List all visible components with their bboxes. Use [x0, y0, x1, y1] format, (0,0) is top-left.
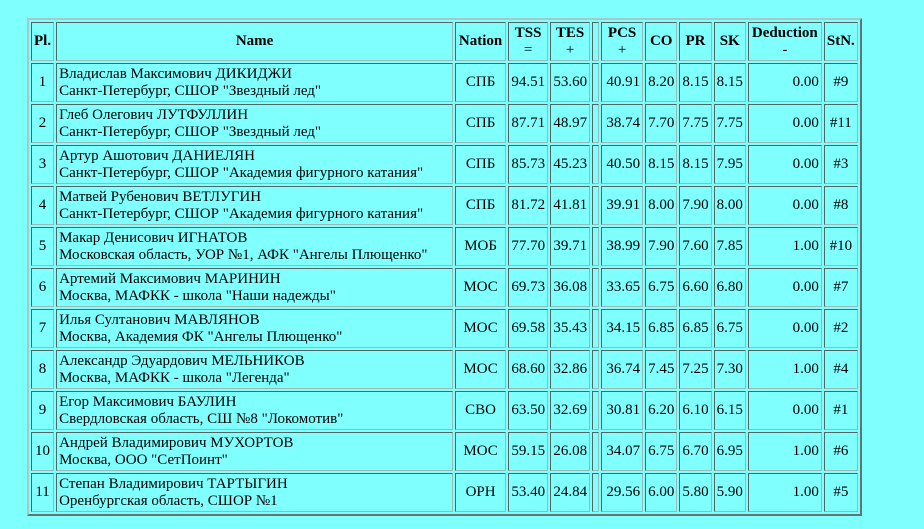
nation-cell: СПБ — [455, 186, 506, 225]
col-deduction-sign: - — [782, 41, 788, 58]
spacer-cell — [592, 186, 599, 225]
col-spacer — [592, 22, 599, 61]
start-number-cell: #9 — [824, 63, 858, 102]
col-deduction — [748, 22, 822, 61]
tss-cell: 77.70 — [508, 227, 548, 266]
pcs-cell: 36.74 — [601, 350, 643, 389]
place-cell: 10 — [31, 432, 54, 471]
pr-cell: 6.10 — [679, 391, 711, 430]
spacer-cell — [592, 473, 599, 512]
spacer-cell — [592, 391, 599, 430]
tss-cell: 87.71 — [508, 104, 548, 143]
co-cell: 6.85 — [645, 309, 677, 348]
skater-name: Матвей Рубенович ВЕТЛУГИН — [59, 188, 262, 205]
skater-club: Оренбургская область, СШОР №1 — [59, 492, 278, 509]
skater-club: Московская область, УОР №1, АФК "Ангелы Плющенко" — [59, 246, 428, 263]
col-tss-label: TSS — [514, 24, 542, 41]
skater-name: Артур Ашотович ДАНИЕЛЯН — [59, 147, 255, 164]
deduction-cell: 0.00 — [748, 268, 822, 307]
sk-cell: 5.90 — [714, 473, 746, 512]
table-row — [31, 186, 858, 225]
pcs-cell: 38.99 — [601, 227, 643, 266]
sk-cell: 6.80 — [714, 268, 746, 307]
skater-cell — [56, 473, 453, 512]
co-cell: 6.00 — [645, 473, 677, 512]
pr-cell: 7.75 — [679, 104, 711, 143]
tes-cell: 32.69 — [550, 391, 590, 430]
tss-cell: 63.50 — [508, 391, 548, 430]
table-row — [31, 391, 858, 430]
deduction-cell: 0.00 — [748, 186, 822, 225]
skater-name: Владислав Максимович ДИКИДЖИ — [59, 65, 292, 82]
tes-cell: 26.08 — [550, 432, 590, 471]
skater-cell — [56, 145, 453, 184]
place-cell: 9 — [31, 391, 54, 430]
skater-name: Степан Владимирович ТАРТЫГИН — [59, 475, 288, 492]
table-row — [31, 309, 858, 348]
pr-cell: 8.15 — [679, 63, 711, 102]
sk-cell: 8.00 — [714, 186, 746, 225]
sk-cell: 8.15 — [714, 63, 746, 102]
pr-cell: 6.85 — [679, 309, 711, 348]
nation-cell: СПБ — [455, 63, 506, 102]
tes-cell: 45.23 — [550, 145, 590, 184]
skater-name: Артемий Максимович МАРИНИН — [59, 270, 281, 287]
co-cell: 6.75 — [645, 432, 677, 471]
deduction-cell: 0.00 — [748, 63, 822, 102]
sk-cell: 7.30 — [714, 350, 746, 389]
nation-cell: СВО — [455, 391, 506, 430]
tss-cell: 85.73 — [508, 145, 548, 184]
place-cell: 4 — [31, 186, 54, 225]
pr-cell: 6.70 — [679, 432, 711, 471]
co-cell: 6.75 — [645, 268, 677, 307]
skater-cell — [56, 186, 453, 225]
deduction-cell: 1.00 — [748, 227, 822, 266]
nation-cell: ОРН — [455, 473, 506, 512]
nation-cell: МОБ — [455, 227, 506, 266]
sk-cell: 6.75 — [714, 309, 746, 348]
deduction-cell: 0.00 — [748, 391, 822, 430]
skater-name: Макар Денисович ИГНАТОВ — [59, 229, 248, 246]
col-tes-sign: + — [565, 41, 575, 58]
pcs-cell: 33.65 — [601, 268, 643, 307]
col-tes — [550, 22, 590, 61]
table-row — [31, 227, 858, 266]
place-cell: 1 — [31, 63, 54, 102]
skater-name: Егор Максимович БАУЛИН — [59, 393, 237, 410]
skater-cell — [56, 391, 453, 430]
co-cell: 6.20 — [645, 391, 677, 430]
col-place: Pl. — [31, 22, 54, 61]
tss-cell: 68.60 — [508, 350, 548, 389]
co-cell: 7.45 — [645, 350, 677, 389]
place-cell: 7 — [31, 309, 54, 348]
col-name: Name — [56, 22, 453, 61]
skater-cell — [56, 268, 453, 307]
place-cell: 2 — [31, 104, 54, 143]
skater-cell — [56, 309, 453, 348]
spacer-cell — [592, 309, 599, 348]
tss-cell: 59.15 — [508, 432, 548, 471]
col-start-number: StN. — [824, 22, 858, 61]
skater-club: Москва, ООО "СетПоинт" — [59, 451, 228, 468]
nation-cell: МОС — [455, 432, 506, 471]
pcs-cell: 40.91 — [601, 63, 643, 102]
co-cell: 7.70 — [645, 104, 677, 143]
start-number-cell: #5 — [824, 473, 858, 512]
deduction-cell: 1.00 — [748, 432, 822, 471]
place-cell: 5 — [31, 227, 54, 266]
table-row — [31, 350, 858, 389]
deduction-cell: 1.00 — [748, 350, 822, 389]
pcs-cell: 34.07 — [601, 432, 643, 471]
place-cell: 6 — [31, 268, 54, 307]
pr-cell: 7.25 — [679, 350, 711, 389]
pcs-cell: 34.15 — [601, 309, 643, 348]
table-row — [31, 63, 858, 102]
tss-cell: 69.73 — [508, 268, 548, 307]
tes-cell: 48.97 — [550, 104, 590, 143]
skater-club: Санкт-Петербург, СШОР "Академия фигурного катания" — [59, 205, 424, 222]
start-number-cell: #3 — [824, 145, 858, 184]
start-number-cell: #11 — [824, 104, 858, 143]
tss-cell: 94.51 — [508, 63, 548, 102]
tes-cell: 24.84 — [550, 473, 590, 512]
skater-cell — [56, 227, 453, 266]
col-pcs — [601, 22, 643, 61]
skater-club: Москва, Академия ФК "Ангелы Плющенко" — [59, 328, 343, 345]
table-row — [31, 104, 858, 143]
nation-cell: МОС — [455, 309, 506, 348]
sk-cell: 6.95 — [714, 432, 746, 471]
place-cell: 8 — [31, 350, 54, 389]
col-deduction-label: Deduction — [751, 24, 818, 41]
spacer-cell — [592, 145, 599, 184]
deduction-cell: 0.00 — [748, 145, 822, 184]
co-cell: 8.15 — [645, 145, 677, 184]
tes-cell: 41.81 — [550, 186, 590, 225]
place-cell: 3 — [31, 145, 54, 184]
co-cell: 7.90 — [645, 227, 677, 266]
skater-cell — [56, 432, 453, 471]
nation-cell: МОС — [455, 350, 506, 389]
spacer-cell — [592, 432, 599, 471]
pcs-cell: 40.50 — [601, 145, 643, 184]
start-number-cell: #1 — [824, 391, 858, 430]
tss-cell: 53.40 — [508, 473, 548, 512]
nation-cell: СПБ — [455, 104, 506, 143]
col-pcs-sign: + — [617, 41, 627, 58]
pr-cell: 8.15 — [679, 145, 711, 184]
spacer-cell — [592, 268, 599, 307]
deduction-cell: 0.00 — [748, 309, 822, 348]
header-row — [31, 22, 858, 61]
col-sk: SK — [714, 22, 746, 61]
skater-name: Александр Эдуардович МЕЛЬНИКОВ — [59, 352, 305, 369]
tes-cell: 53.60 — [550, 63, 590, 102]
pr-cell: 7.90 — [679, 186, 711, 225]
skater-club: Москва, МАФКК - школа "Легенда" — [59, 369, 290, 386]
skater-name: Илья Султанович МАВЛЯНОВ — [59, 311, 260, 328]
col-tes-label: TES — [555, 24, 585, 41]
skater-name: Глеб Олегович ЛУТФУЛЛИН — [59, 106, 249, 123]
skater-cell — [56, 63, 453, 102]
table-row — [31, 473, 858, 512]
tss-cell: 69.58 — [508, 309, 548, 348]
col-pcs-label: PCS — [607, 24, 637, 41]
col-co: CO — [645, 22, 677, 61]
table-row — [31, 145, 858, 184]
col-tss — [508, 22, 548, 61]
table-row — [31, 432, 858, 471]
start-number-cell: #6 — [824, 432, 858, 471]
skater-cell — [56, 350, 453, 389]
spacer-cell — [592, 63, 599, 102]
sk-cell: 7.95 — [714, 145, 746, 184]
place-cell: 11 — [31, 473, 54, 512]
sk-cell: 6.15 — [714, 391, 746, 430]
start-number-cell: #4 — [824, 350, 858, 389]
col-tss-sign: = — [523, 41, 533, 58]
pcs-cell: 30.81 — [601, 391, 643, 430]
skater-club: Санкт-Петербург, СШОР "Академия фигурного катания" — [59, 164, 424, 181]
col-pr: PR — [679, 22, 711, 61]
skater-club: Москва, МАФКК - школа "Наши надежды" — [59, 287, 336, 304]
spacer-cell — [592, 227, 599, 266]
pr-cell: 6.60 — [679, 268, 711, 307]
pr-cell: 5.80 — [679, 473, 711, 512]
skater-club: Санкт-Петербург, СШОР "Звездный лед" — [59, 123, 322, 140]
pcs-cell: 29.56 — [601, 473, 643, 512]
table-row — [31, 268, 858, 307]
sk-cell: 7.75 — [714, 104, 746, 143]
results-table — [27, 18, 862, 516]
skater-cell — [56, 104, 453, 143]
pr-cell: 7.60 — [679, 227, 711, 266]
nation-cell: МОС — [455, 268, 506, 307]
tes-cell: 39.71 — [550, 227, 590, 266]
skater-club: Свердловская область, СШ №8 "Локомотив" — [59, 410, 344, 427]
start-number-cell: #2 — [824, 309, 858, 348]
start-number-cell: #7 — [824, 268, 858, 307]
pcs-cell: 39.91 — [601, 186, 643, 225]
start-number-cell: #10 — [824, 227, 858, 266]
sk-cell: 7.85 — [714, 227, 746, 266]
spacer-cell — [592, 104, 599, 143]
skater-name: Андрей Владимирович МУХОРТОВ — [59, 434, 294, 451]
tss-cell: 81.72 — [508, 186, 548, 225]
deduction-cell: 0.00 — [748, 104, 822, 143]
col-nation: Nation — [455, 22, 506, 61]
pcs-cell: 38.74 — [601, 104, 643, 143]
tes-cell: 35.43 — [550, 309, 590, 348]
deduction-cell: 1.00 — [748, 473, 822, 512]
tes-cell: 36.08 — [550, 268, 590, 307]
co-cell: 8.20 — [645, 63, 677, 102]
tes-cell: 32.86 — [550, 350, 590, 389]
start-number-cell: #8 — [824, 186, 858, 225]
skater-club: Санкт-Петербург, СШОР "Звездный лед" — [59, 82, 322, 99]
nation-cell: СПБ — [455, 145, 506, 184]
spacer-cell — [592, 350, 599, 389]
co-cell: 8.00 — [645, 186, 677, 225]
